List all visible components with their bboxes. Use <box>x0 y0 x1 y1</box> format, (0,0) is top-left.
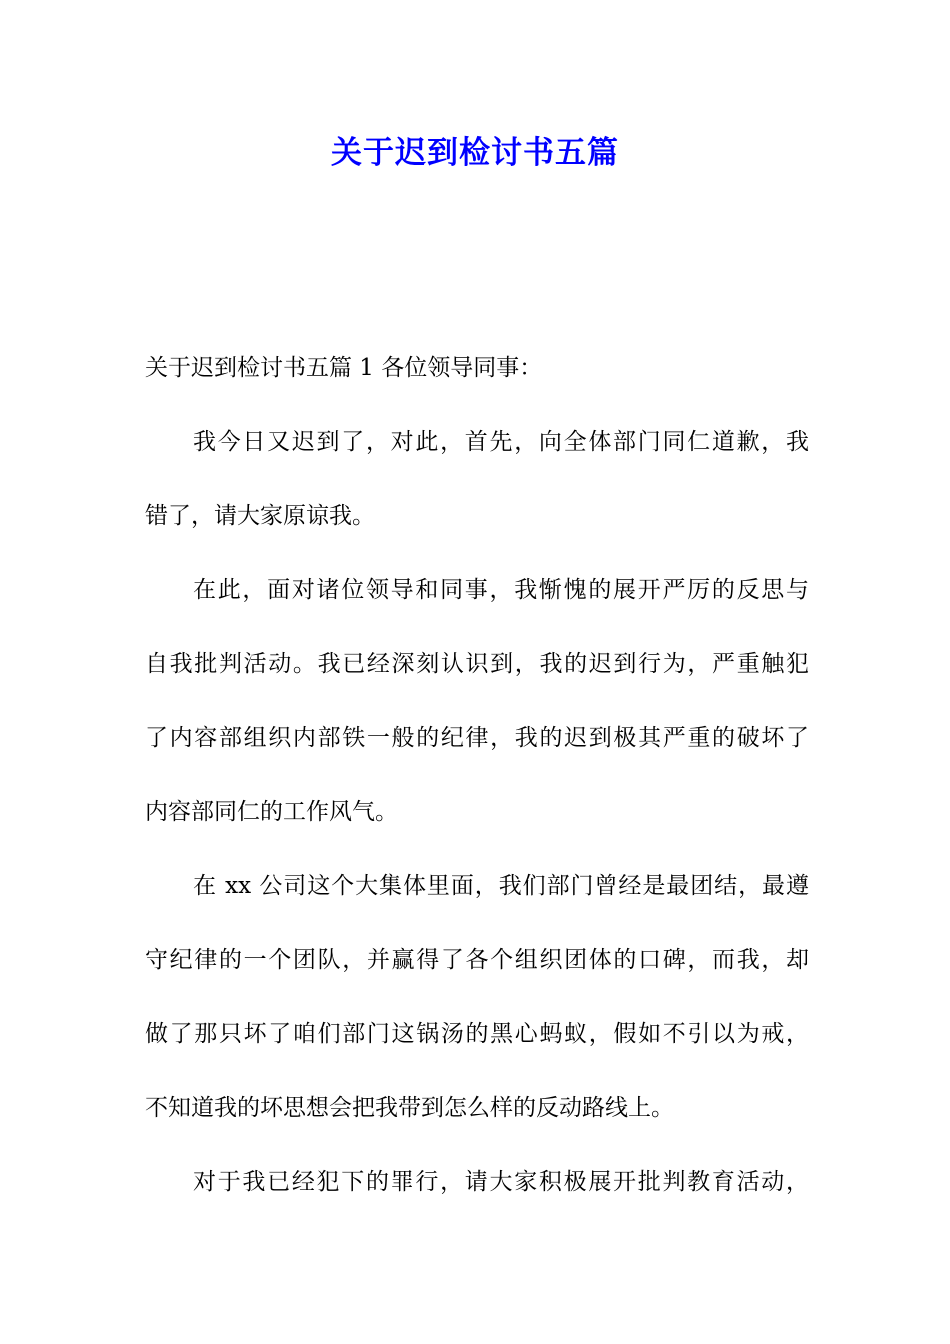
text-line-paragraph-2-start: 在此，面对诸位领导和同事，我惭愧的展开严厉的反思与 <box>193 577 809 603</box>
text-line-salutation: 关于迟到检讨书五篇 1 各位领导同事： <box>145 355 543 381</box>
text-line-paragraph-2-end: 内容部同仁的工作风气。 <box>145 799 398 825</box>
text-line-paragraph-4-start: 对于我已经犯下的罪行，请大家积极展开批判教育活动， <box>193 1169 809 1195</box>
text-line-paragraph-3-end: 不知道我的坏思想会把我带到怎么样的反动路线上。 <box>145 1095 674 1121</box>
text-line-paragraph-3-start: 在 xx 公司这个大集体里面，我们部门曾经是最团结，最遵 <box>193 873 809 899</box>
text-line-paragraph-2-cont: 自我批判活动。我已经深刻认识到，我的迟到行为，严重触犯 <box>145 651 809 677</box>
text-line-paragraph-3-cont: 守纪律的一个团队，并赢得了各个组织团体的口碑，而我，却 <box>145 947 809 973</box>
document-title: 关于迟到检讨书五篇 <box>331 135 619 171</box>
text-line-paragraph-1-end: 错了，请大家原谅我。 <box>145 503 375 529</box>
text-line-paragraph-1-start: 我今日又迟到了，对此，首先，向全体部门同仁道歉，我 <box>193 429 809 455</box>
text-line-paragraph-3-cont: 做了那只坏了咱们部门这锅汤的黑心蚂蚁，假如不引以为戒， <box>145 1021 809 1047</box>
text-line-paragraph-2-cont: 了内容部组织内部铁一般的纪律，我的迟到极其严重的破坏了 <box>145 725 809 751</box>
document-body <box>145 331 809 1219</box>
